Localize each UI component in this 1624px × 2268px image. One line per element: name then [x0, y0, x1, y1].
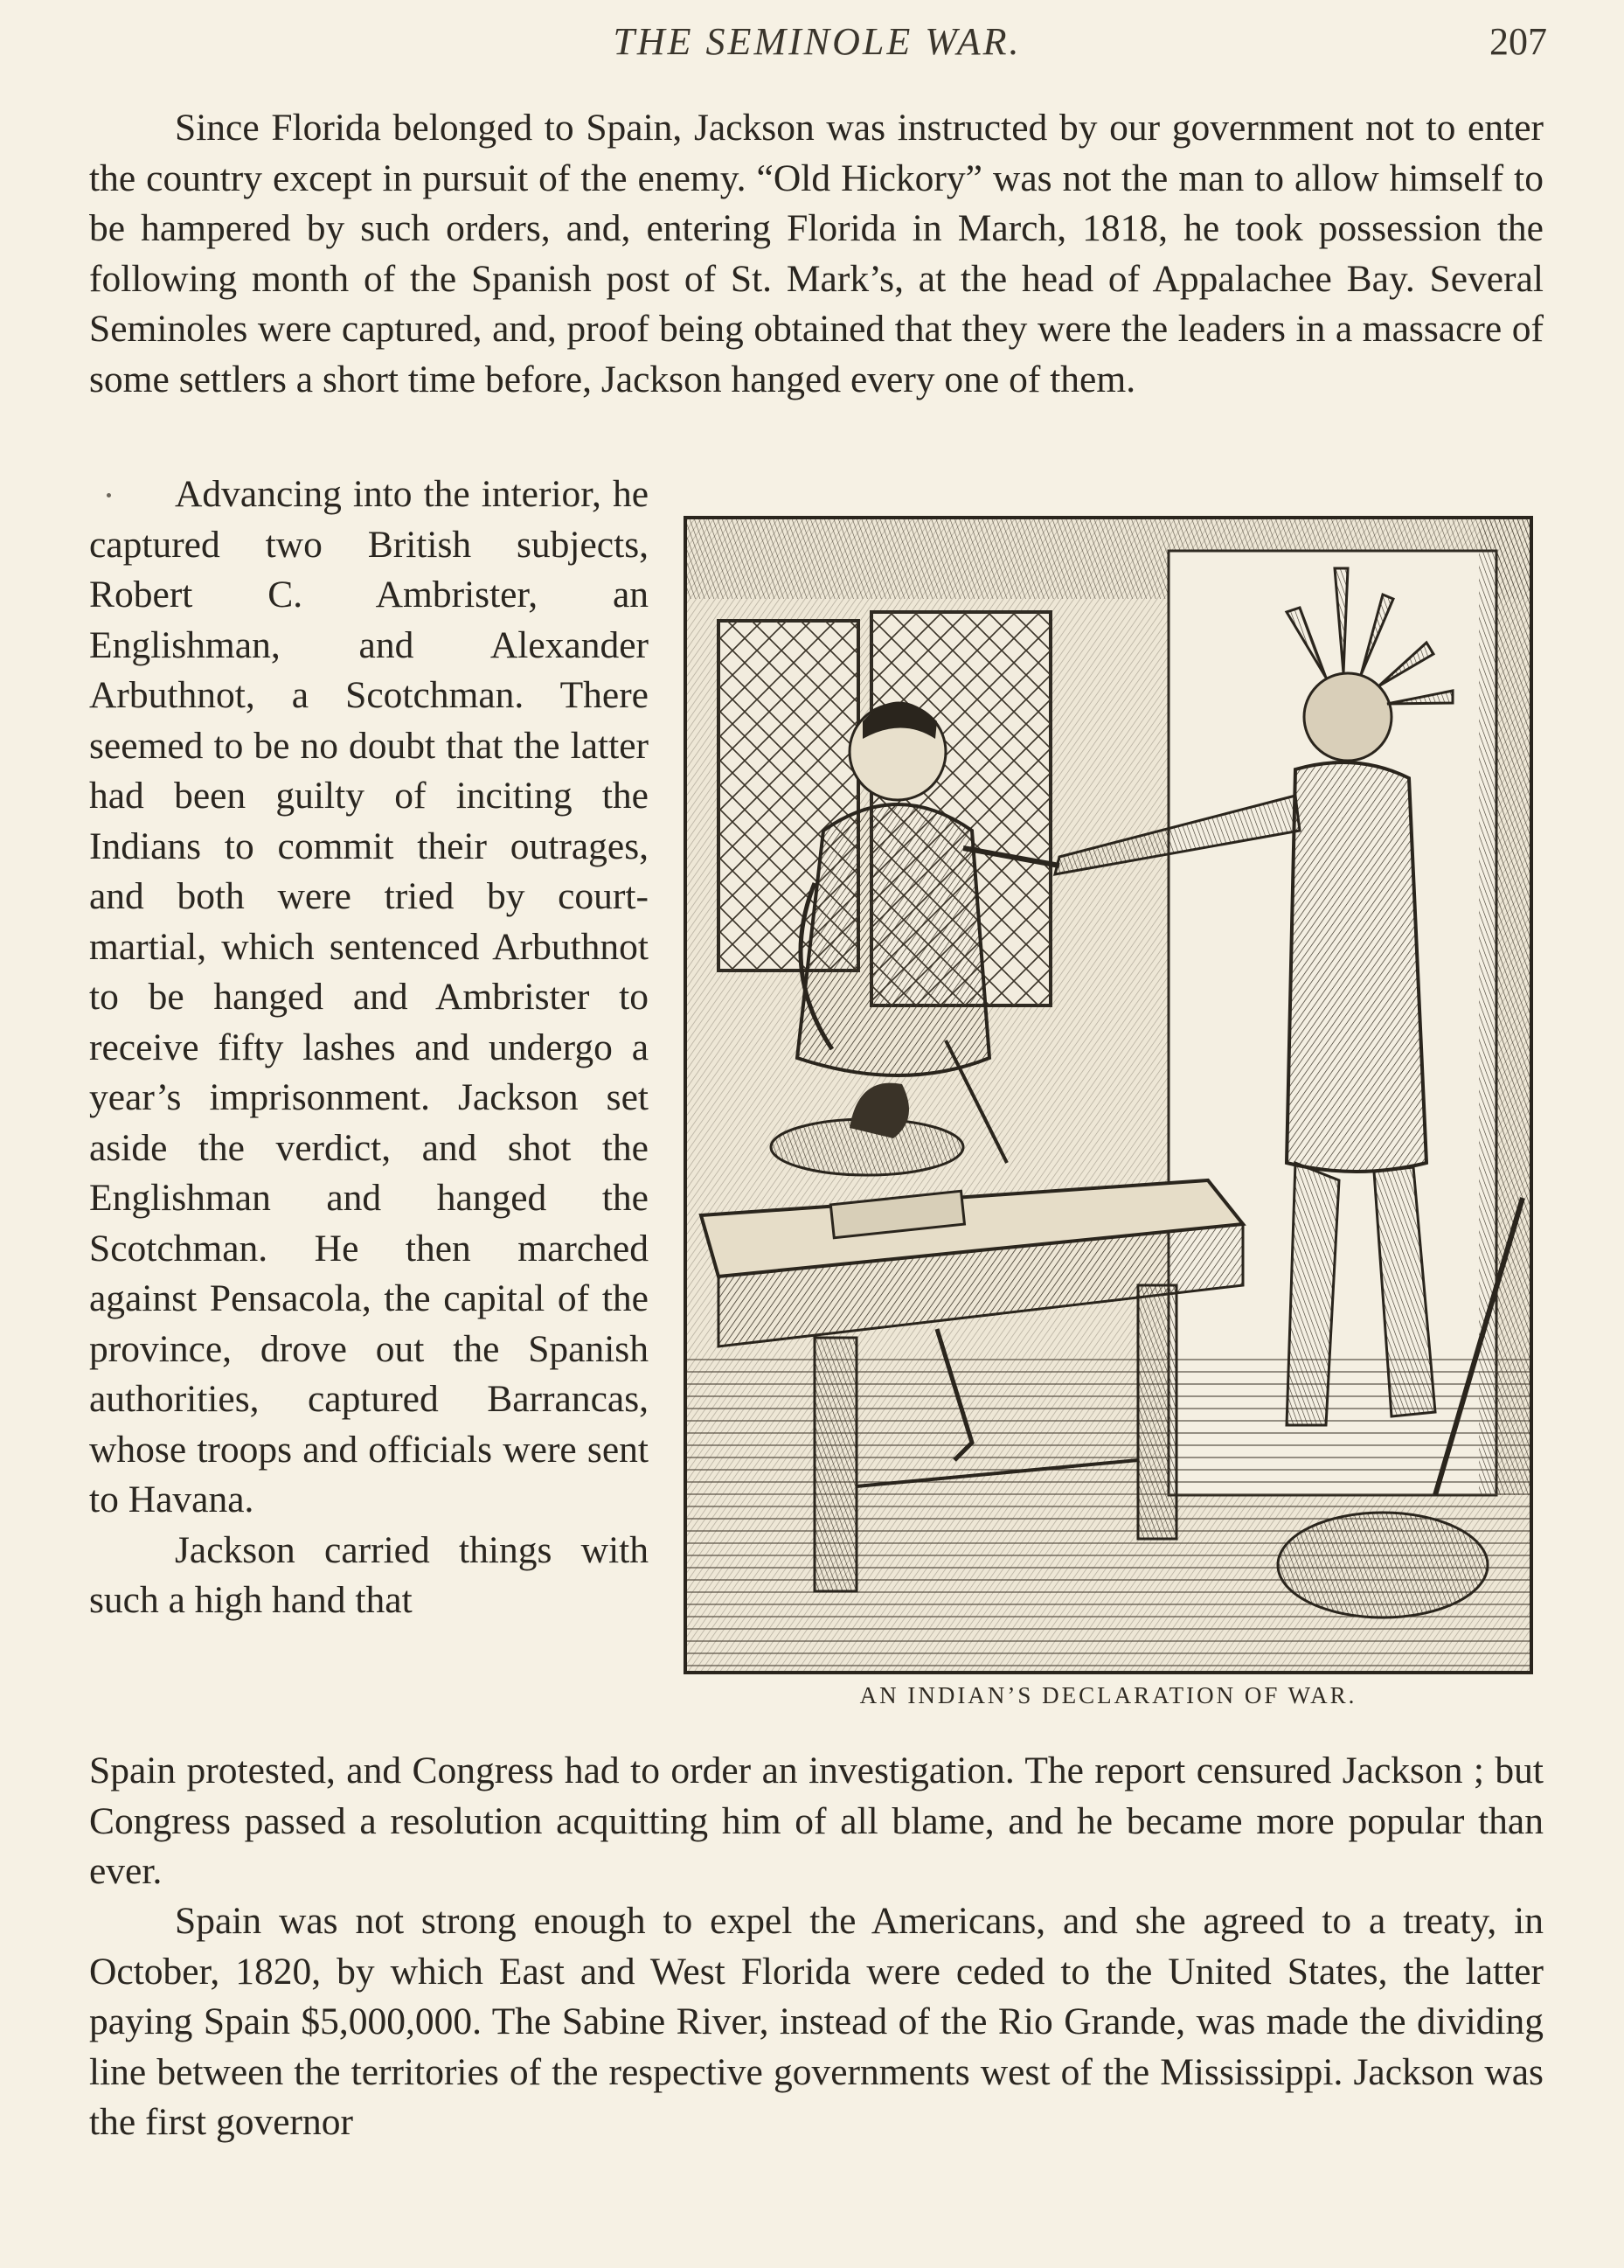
paragraph-2: Advancing into the interior, he captured two British subjects, Robert C. Ambrister, an Englishman, and Alexander Arbuthnot, a Scotchman. There seemed to be no doubt that the latter had been guilty of inciting the Indians to commit their outrages, and both were tried by court-martial, which sentenced Arbuthnot to be hanged and Ambrister to receive fifty lashes and undergo a year’s imprisonment. Jackson set aside the verdict, and shot the Englishman and hanged the Scotchman. He then marched against Pensacola, the capital of the province, drove out the Spanish authorities, captured Barrancas, whose troops and officials were sent to Havana. [89, 473, 649, 1520]
paragraph-4: Spain was not strong enough to expel the Americans, and she agreed to a treaty, in October, 1820, by which East and West Florida were ceded to the United States, the latter paying Spain $5,000,000. The Sabine River, instead of the Rio Grande, was made the dividing line between the territories of the respective governments west of the Mississippi. Jackson was the first governor [89, 1900, 1544, 2143]
wrapped-column [89, 470, 649, 1626]
paragraph-1: Since Florida belonged to Spain, Jackson was instructed by our government not to enter the country except in pursuit of the enemy. “Old Hickory” was not the man to allow himself to be hampered by such orders, and, entering Florida in March, 1818, he took possession the following month of the Spanish post of St. Mark’s, at the head of Appalachee Bay. Several Seminoles were captured, and, proof being obtained that they were the leaders in a massacre of some settlers a short time before, Jackson hanged every one of them. [89, 107, 1544, 400]
paragraph-3-continued: Spain protested, and Congress had to order an investigation. The report censured Jackson ; but Congress passed a resolution acquitting him of all blame, and he became more popular than ever. [89, 1750, 1544, 1892]
page-number: 207 [1489, 20, 1547, 63]
paragraph-3-start: Jackson carried things with such a high hand that [89, 1528, 649, 1621]
running-head [87, 19, 1547, 77]
figure-caption: AN INDIAN’S DECLARATION OF WAR. [859, 1682, 1357, 1708]
engraving-illustration [684, 516, 1533, 1674]
running-head-title: THE SEMINOLE WAR. [613, 20, 1022, 63]
